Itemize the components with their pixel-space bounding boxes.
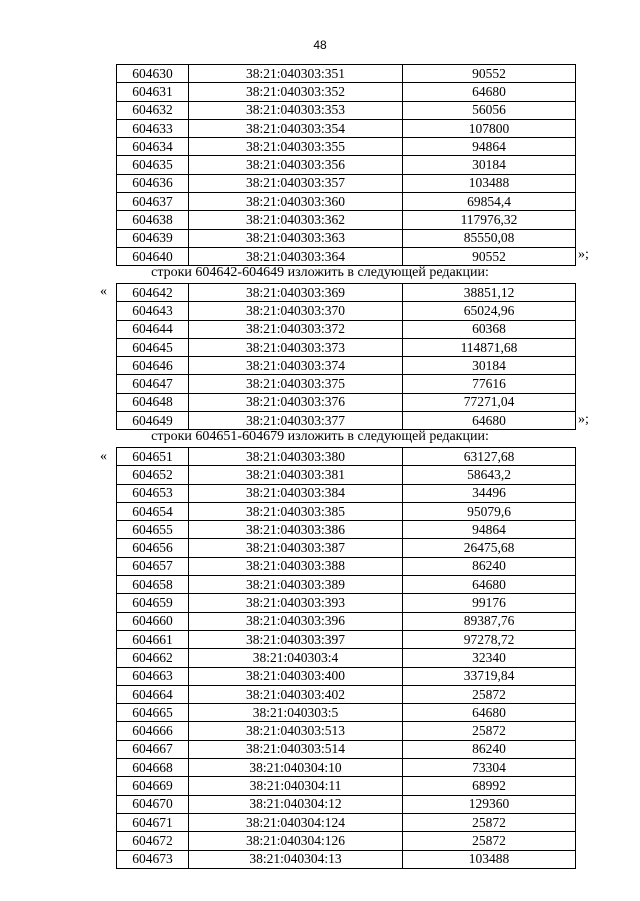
opening-quote: «: [100, 284, 107, 299]
table-row: [117, 211, 576, 229]
row-number-cell: 604661: [117, 630, 189, 648]
cadastral-number-cell: 38:21:040303:386: [189, 521, 403, 539]
table-row: [117, 338, 576, 356]
table-row: [117, 247, 576, 265]
value-cell: 38851,12: [403, 284, 576, 302]
value-cell: 56056: [403, 101, 576, 119]
table-row: [117, 502, 576, 520]
row-number-cell: 604673: [117, 850, 189, 868]
cadastral-number-cell: 38:21:040303:354: [189, 119, 403, 137]
value-cell: 114871,68: [403, 338, 576, 356]
table-row: [117, 704, 576, 722]
row-number-cell: 604639: [117, 229, 189, 247]
row-number-cell: 604655: [117, 521, 189, 539]
cadastral-number-cell: 38:21:040303:388: [189, 557, 403, 575]
table-row: [117, 722, 576, 740]
value-cell: 86240: [403, 740, 576, 758]
table-row: [117, 375, 576, 393]
table-row: [117, 850, 576, 868]
row-number-cell: 604656: [117, 539, 189, 557]
row-number-cell: 604665: [117, 704, 189, 722]
row-number-cell: 604669: [117, 777, 189, 795]
value-cell: 94864: [403, 521, 576, 539]
value-cell: 26475,68: [403, 539, 576, 557]
row-number-cell: 604658: [117, 576, 189, 594]
cadastral-number-cell: 38:21:040303:370: [189, 302, 403, 320]
cadastral-number-cell: 38:21:040303:373: [189, 338, 403, 356]
row-number-cell: 604647: [117, 375, 189, 393]
value-cell: 86240: [403, 557, 576, 575]
row-number-cell: 604637: [117, 193, 189, 211]
row-number-cell: 604651: [117, 448, 189, 466]
table-row: [117, 393, 576, 411]
value-cell: 107800: [403, 119, 576, 137]
table-row: [117, 174, 576, 192]
value-cell: 68992: [403, 777, 576, 795]
cadastral-number-cell: 38:21:040303:377: [189, 412, 403, 430]
cadastral-number-cell: 38:21:040303:374: [189, 357, 403, 375]
cadastral-number-cell: 38:21:040303:355: [189, 138, 403, 156]
value-cell: 69854,4: [403, 193, 576, 211]
value-cell: 77271,04: [403, 393, 576, 411]
row-number-cell: 604631: [117, 83, 189, 101]
table-row: [117, 65, 576, 83]
table-row: [117, 557, 576, 575]
cadastral-number-cell: 38:21:040303:351: [189, 65, 403, 83]
cadastral-number-cell: 38:21:040303:363: [189, 229, 403, 247]
table-row: [117, 832, 576, 850]
value-cell: 85550,08: [403, 229, 576, 247]
value-cell: 64680: [403, 412, 576, 430]
row-number-cell: 604632: [117, 101, 189, 119]
cadastral-number-cell: 38:21:040303:356: [189, 156, 403, 174]
table-row: [117, 83, 576, 101]
value-cell: 95079,6: [403, 502, 576, 520]
cadastral-number-cell: 38:21:040303:389: [189, 576, 403, 594]
row-number-cell: 604642: [117, 284, 189, 302]
row-number-cell: 604664: [117, 685, 189, 703]
value-cell: 94864: [403, 138, 576, 156]
closing-quote: »;: [578, 247, 589, 262]
table-row: [117, 156, 576, 174]
table-row: [117, 229, 576, 247]
value-cell: 129360: [403, 795, 576, 813]
records-table-2: [116, 283, 576, 430]
value-cell: 77616: [403, 375, 576, 393]
cadastral-number-cell: 38:21:040304:12: [189, 795, 403, 813]
row-number-cell: 604643: [117, 302, 189, 320]
records-table-3: [116, 447, 576, 869]
amendment-instruction: строки 604651-604679 изложить в следующей редакции:: [151, 429, 489, 444]
row-number-cell: 604640: [117, 247, 189, 265]
cadastral-number-cell: 38:21:040303:5: [189, 704, 403, 722]
row-number-cell: 604672: [117, 832, 189, 850]
value-cell: 89387,76: [403, 612, 576, 630]
records-table-1: [116, 64, 576, 266]
table-row: [117, 484, 576, 502]
opening-quote: «: [100, 449, 107, 464]
table-row: [117, 576, 576, 594]
table-row: [117, 412, 576, 430]
amendment-instruction: строки 604642-604649 изложить в следующей редакции:: [151, 265, 489, 280]
table-row: [117, 119, 576, 137]
value-cell: 34496: [403, 484, 576, 502]
row-number-cell: 604634: [117, 138, 189, 156]
value-cell: 90552: [403, 65, 576, 83]
table-row: [117, 612, 576, 630]
table-row: [117, 740, 576, 758]
row-number-cell: 604666: [117, 722, 189, 740]
table-row: [117, 138, 576, 156]
cadastral-number-cell: 38:21:040303:375: [189, 375, 403, 393]
cadastral-number-cell: 38:21:040303:513: [189, 722, 403, 740]
value-cell: 64680: [403, 704, 576, 722]
cadastral-number-cell: 38:21:040304:10: [189, 759, 403, 777]
table-row: [117, 759, 576, 777]
value-cell: 103488: [403, 174, 576, 192]
value-cell: 73304: [403, 759, 576, 777]
cadastral-number-cell: 38:21:040303:364: [189, 247, 403, 265]
row-number-cell: 604654: [117, 502, 189, 520]
row-number-cell: 604648: [117, 393, 189, 411]
table-row: [117, 357, 576, 375]
cadastral-number-cell: 38:21:040303:397: [189, 630, 403, 648]
value-cell: 117976,32: [403, 211, 576, 229]
cadastral-number-cell: 38:21:040303:400: [189, 667, 403, 685]
cadastral-number-cell: 38:21:040303:369: [189, 284, 403, 302]
cadastral-number-cell: 38:21:040303:362: [189, 211, 403, 229]
row-number-cell: 604668: [117, 759, 189, 777]
table-row: [117, 302, 576, 320]
cadastral-number-cell: 38:21:040303:360: [189, 193, 403, 211]
cadastral-number-cell: 38:21:040303:387: [189, 539, 403, 557]
row-number-cell: 604670: [117, 795, 189, 813]
row-number-cell: 604649: [117, 412, 189, 430]
cadastral-number-cell: 38:21:040303:384: [189, 484, 403, 502]
value-cell: 33719,84: [403, 667, 576, 685]
row-number-cell: 604645: [117, 338, 189, 356]
value-cell: 58643,2: [403, 466, 576, 484]
value-cell: 25872: [403, 685, 576, 703]
value-cell: 99176: [403, 594, 576, 612]
row-number-cell: 604633: [117, 119, 189, 137]
cadastral-number-cell: 38:21:040304:126: [189, 832, 403, 850]
page-number: 48: [313, 38, 327, 52]
cadastral-number-cell: 38:21:040304:11: [189, 777, 403, 795]
row-number-cell: 604663: [117, 667, 189, 685]
table-row: [117, 466, 576, 484]
value-cell: 65024,96: [403, 302, 576, 320]
value-cell: 25872: [403, 832, 576, 850]
value-cell: 90552: [403, 247, 576, 265]
cadastral-number-cell: 38:21:040303:385: [189, 502, 403, 520]
row-number-cell: 604662: [117, 649, 189, 667]
row-number-cell: 604652: [117, 466, 189, 484]
table-row: [117, 630, 576, 648]
value-cell: 64680: [403, 576, 576, 594]
row-number-cell: 604653: [117, 484, 189, 502]
cadastral-number-cell: 38:21:040303:353: [189, 101, 403, 119]
cadastral-number-cell: 38:21:040303:376: [189, 393, 403, 411]
value-cell: 63127,68: [403, 448, 576, 466]
row-number-cell: 604667: [117, 740, 189, 758]
value-cell: 25872: [403, 722, 576, 740]
table-row: [117, 667, 576, 685]
table-row: [117, 685, 576, 703]
cadastral-number-cell: 38:21:040303:393: [189, 594, 403, 612]
table-row: [117, 813, 576, 831]
value-cell: 97278,72: [403, 630, 576, 648]
value-cell: 60368: [403, 320, 576, 338]
table-row: [117, 539, 576, 557]
row-number-cell: 604659: [117, 594, 189, 612]
row-number-cell: 604660: [117, 612, 189, 630]
cadastral-number-cell: 38:21:040303:380: [189, 448, 403, 466]
table-row: [117, 594, 576, 612]
row-number-cell: 604630: [117, 65, 189, 83]
row-number-cell: 604636: [117, 174, 189, 192]
table-row: [117, 795, 576, 813]
row-number-cell: 604638: [117, 211, 189, 229]
table-row: [117, 777, 576, 795]
cadastral-number-cell: 38:21:040303:352: [189, 83, 403, 101]
value-cell: 103488: [403, 850, 576, 868]
cadastral-number-cell: 38:21:040303:357: [189, 174, 403, 192]
cadastral-number-cell: 38:21:040303:4: [189, 649, 403, 667]
row-number-cell: 604644: [117, 320, 189, 338]
cadastral-number-cell: 38:21:040304:13: [189, 850, 403, 868]
closing-quote: »;: [578, 412, 589, 427]
cadastral-number-cell: 38:21:040303:396: [189, 612, 403, 630]
cadastral-number-cell: 38:21:040303:514: [189, 740, 403, 758]
row-number-cell: 604671: [117, 813, 189, 831]
row-number-cell: 604646: [117, 357, 189, 375]
cadastral-number-cell: 38:21:040303:381: [189, 466, 403, 484]
table-row: [117, 521, 576, 539]
cadastral-number-cell: 38:21:040303:402: [189, 685, 403, 703]
value-cell: 64680: [403, 83, 576, 101]
value-cell: 30184: [403, 357, 576, 375]
table-row: [117, 284, 576, 302]
table-row: [117, 101, 576, 119]
value-cell: 30184: [403, 156, 576, 174]
value-cell: 32340: [403, 649, 576, 667]
table-row: [117, 193, 576, 211]
cadastral-number-cell: 38:21:040304:124: [189, 813, 403, 831]
table-row: [117, 320, 576, 338]
table-row: [117, 649, 576, 667]
row-number-cell: 604657: [117, 557, 189, 575]
row-number-cell: 604635: [117, 156, 189, 174]
cadastral-number-cell: 38:21:040303:372: [189, 320, 403, 338]
table-row: [117, 448, 576, 466]
value-cell: 25872: [403, 813, 576, 831]
